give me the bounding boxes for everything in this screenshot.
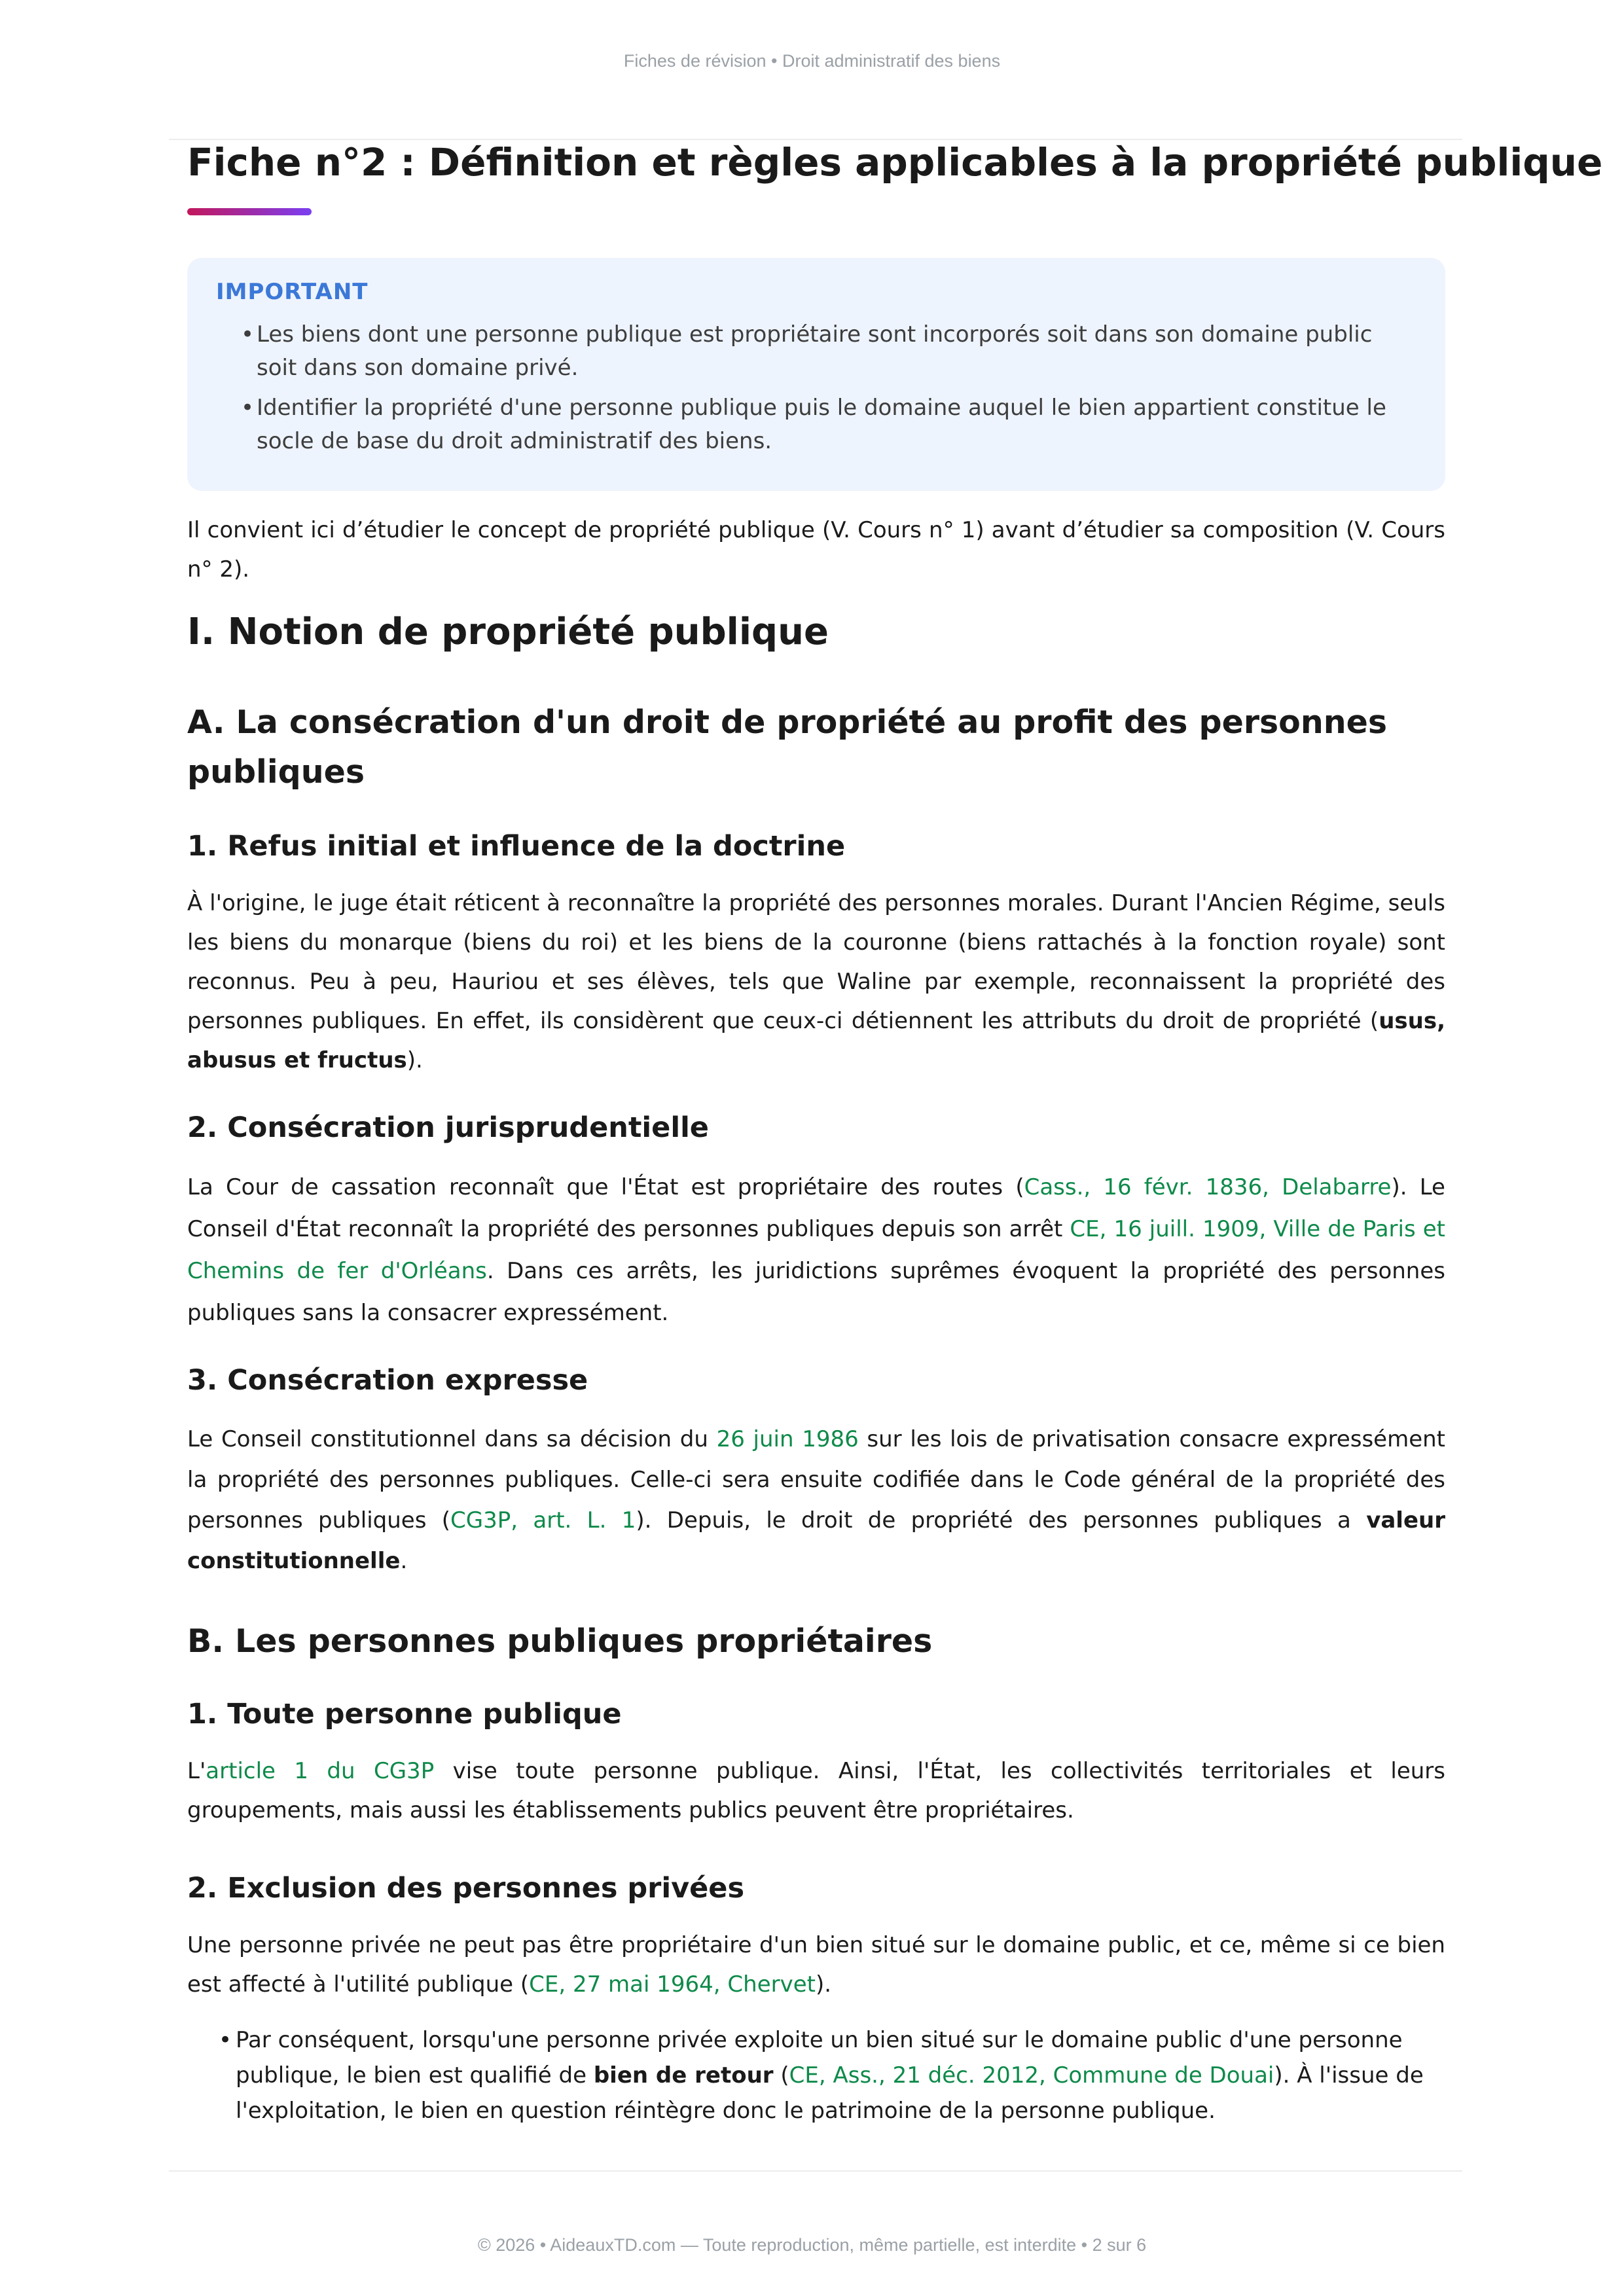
subsubsection-heading: 1. Refus initial et influence de la doctrine <box>187 830 846 863</box>
footer: © 2026 • AideauxTD.com — Toute reproduction, même partielle, est interdite • 2 sur 6 <box>477 2235 1147 2255</box>
paragraph-text: ). <box>406 1047 423 1073</box>
paragraph <box>187 1926 1445 2004</box>
paragraph-text: Une personne privée ne peut pas être propriétaire d'un bien situé sur le domaine public, et ce, même si ce bien est affecté à l'utilité publique ( <box>187 1932 1445 1998</box>
paragraph <box>187 884 1445 1080</box>
code-article-link[interactable]: article 1 du CG3P <box>206 1758 435 1784</box>
running-header: Fiches de révision • Droit administratif des biens <box>623 51 1001 71</box>
paragraph-text: ). <box>815 1971 832 1998</box>
paragraph-text: vise toute personne publique. Ainsi, l'État, les collectivités territoriales et leurs groupements, mais aussi les établissements publics peuvent être propriétaires. <box>187 1758 1445 1823</box>
subsection-heading: A. La consécration d'un droit de propriété au profit des personnes publiques <box>187 704 1388 791</box>
subsection-heading: B. Les personnes publiques propriétaires <box>187 1623 933 1660</box>
paragraph-text: . <box>400 1548 408 1574</box>
section-heading: I. Notion de propriété publique <box>187 611 829 653</box>
callout-item: • Identifier la propriété d'une personne publique puis le domaine auquel le bien appartient constitue le socle de base du droit administratif des biens. <box>241 391 1419 458</box>
case-law-link[interactable]: Cass., 16 févr. 1836, Delabarre <box>1024 1174 1392 1200</box>
list-item-text: ). À l'issue de l'exploitation, le bien en question réintègre donc le patrimoine de la personne publique. <box>236 2062 1424 2124</box>
important-callout <box>187 258 1445 491</box>
paragraph-text: La Cour de cassation reconnaît que l'État est propriétaire des routes ( <box>187 1174 1024 1200</box>
bold-term: valeur constitutionnelle <box>187 1507 1445 1574</box>
paragraph <box>187 1419 1445 1581</box>
subsubsection-heading: 3. Consécration expresse <box>187 1364 588 1397</box>
subsubsection-heading: 1. Toute personne publique <box>187 1698 622 1731</box>
paragraph-text: ). Depuis, le droit de propriété des personnes publiques a <box>636 1507 1367 1534</box>
decision-link[interactable]: 26 juin 1986 <box>716 1426 859 1452</box>
code-article-link[interactable]: CG3P, art. L. 1 <box>450 1507 636 1534</box>
title-underline-accent <box>187 208 312 215</box>
subsubsection-heading: 2. Consécration jurisprudentielle <box>187 1111 709 1144</box>
footer-divider <box>169 2170 1462 2172</box>
list-item-text: ( <box>773 2062 789 2089</box>
bullet-list <box>219 2022 1445 2128</box>
paragraph <box>187 1166 1445 1334</box>
bold-term: usus, abusus et fructus <box>187 1008 1445 1073</box>
paragraph-text: ). Le Conseil d'État reconnaît la propriété des personnes publiques depuis son arrêt <box>187 1174 1445 1242</box>
case-law-link[interactable]: CE, Ass., 21 déc. 2012, Commune de Douai <box>789 2062 1274 2089</box>
paragraph-text: À l'origine, le juge était réticent à reconnaître la propriété des personnes morales. Durant l'Ancien Régime, seuls les biens du monarque (biens du roi) et les biens de la couronne (biens rattachés à la fonction royale) sont reconnus. Peu à peu, Hauriou et ses élèves, tels que Waline par exemple, reconnaissent la propriété des personnes publiques. En effet, ils considèrent que ceux-ci détiennent les attributs du droit de propriété ( <box>187 890 1445 1034</box>
paragraph-text: sur les lois de privatisation consacre expressément la propriété des personnes publiques. Celle-ci sera ensuite codifiée dans le Code général de la propriété des personnes publiques ( <box>187 1426 1445 1534</box>
bold-term: bien de retour <box>593 2062 774 2089</box>
list-item <box>219 2022 1445 2128</box>
callout-item: • Les biens dont une personne publique est propriétaire sont incorporés soit dans son domaine public soit dans son domaine privé. <box>241 318 1419 385</box>
page-title: Fiche n°2 : Définition et règles applicables à la propriété publique <box>187 140 1603 185</box>
callout-label: IMPORTANT <box>216 279 369 305</box>
paragraph <box>187 1751 1445 1830</box>
list-item-text: Par conséquent, lorsqu'une personne privée exploite un bien situé sur le domaine public d'une personne publique, le bien est qualifié de <box>236 2027 1403 2089</box>
paragraph-text: . Dans ces arrêts, les juridictions suprêmes évoquent la propriété des personnes publiques sans la consacrer expressément. <box>187 1258 1445 1326</box>
paragraph-text: L' <box>187 1758 206 1784</box>
paragraph-text: Le Conseil constitutionnel dans sa décision du <box>187 1426 717 1452</box>
subsubsection-heading: 2. Exclusion des personnes privées <box>187 1872 745 1905</box>
callout-list <box>241 318 1419 465</box>
case-law-link[interactable]: CE, 27 mai 1964, Chervet <box>529 1971 816 1998</box>
case-law-link[interactable]: CE, 16 juill. 1909, Ville de Paris et Chemins de fer d'Orléans <box>187 1216 1445 1284</box>
intro-paragraph: Il convient ici d’étudier le concept de propriété publique (V. Cours n° 1) avant d’étudier sa composition (V. Cours n° 2). <box>187 517 1445 583</box>
